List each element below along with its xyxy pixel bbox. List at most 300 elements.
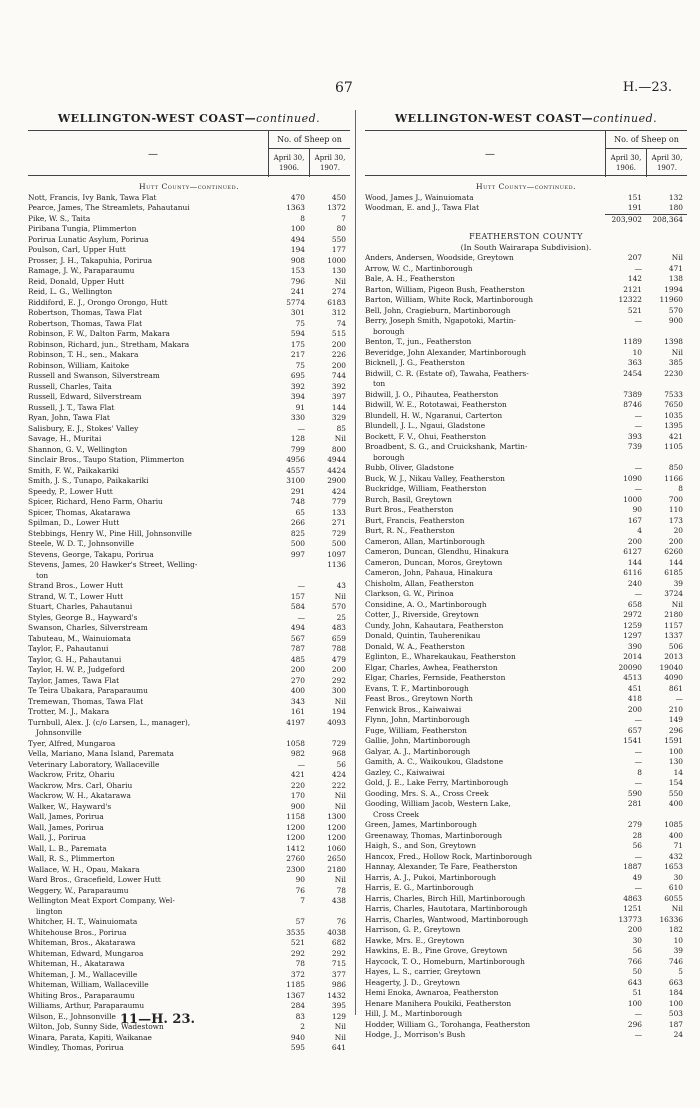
owner-name: Taylor, G. H., Pahautanui xyxy=(28,654,122,664)
table-row xyxy=(28,970,350,981)
table-row xyxy=(365,495,687,506)
table-row xyxy=(28,854,350,865)
sheep-1906: — xyxy=(634,484,642,493)
owner-name: Blundell, H. W., Ngaranui, Carterton xyxy=(365,410,503,420)
owner-name: Cameron, Duncan, Moros, Greytown xyxy=(365,557,503,567)
sheep-1906: 8 xyxy=(300,213,305,223)
sheep-1907: 861 xyxy=(668,683,683,693)
sheep-1906: 78 xyxy=(295,959,305,968)
table-row xyxy=(28,949,350,960)
sheep-1907: 2180 xyxy=(327,864,346,874)
owner-name: Johnsonville xyxy=(36,728,82,737)
table-row xyxy=(365,516,687,527)
sheep-1906: 567 xyxy=(290,633,305,643)
owner-name: Reid, L. G., Wellington xyxy=(28,287,113,296)
owner-name: Salisbury, E. J., Stokes' Valley xyxy=(28,423,139,433)
sheep-1907: 71 xyxy=(673,841,683,850)
table-row xyxy=(28,833,350,844)
owner-name: Robinson, Richard, jun., Stretham, Makara xyxy=(28,339,190,349)
table-row xyxy=(28,266,350,277)
sheep-1906: 2300 xyxy=(286,864,305,874)
owner-name: Heagerty, J. D., Greytown xyxy=(365,977,461,987)
table-row xyxy=(28,739,350,750)
sheep-1906: 291 xyxy=(290,486,305,496)
table-row xyxy=(28,802,350,813)
sheep-1907: 1105 xyxy=(664,442,683,451)
table-row xyxy=(28,455,350,466)
table-row xyxy=(365,631,687,642)
sheep-1906: 142 xyxy=(627,274,642,283)
table-row xyxy=(28,550,350,561)
sheep-1907: 900 xyxy=(668,316,683,325)
owner-name: Taylor, F., Pahautanui xyxy=(28,644,109,653)
table-row xyxy=(365,193,687,204)
table-row xyxy=(365,306,687,317)
table-row xyxy=(28,371,350,382)
sheep-1907 xyxy=(309,728,350,739)
sheep-1906: 900 xyxy=(290,801,305,811)
sheep-1906: 175 xyxy=(290,339,305,349)
sheep-1906: 57 xyxy=(295,917,305,926)
owner-name: Turnbull, Alex. J. (c/o Larsen, L., manager), xyxy=(28,717,191,727)
total-1907: 208,364 xyxy=(646,214,687,225)
owner-name: Whitehouse Bros., Porirua xyxy=(28,927,127,937)
owner-name: Ward Bros., Gracefield, Lower Hutt xyxy=(28,875,161,884)
table-row xyxy=(28,875,350,886)
sheep-1906: 1158 xyxy=(286,812,305,821)
owner-name: Whiting Bros., Paraparaumu xyxy=(28,990,135,1000)
sheep-1907: 424 xyxy=(331,770,346,779)
featherston-county-title: FEATHERSTON COUNTY xyxy=(469,232,583,241)
table-row xyxy=(365,799,687,810)
county-subheading: Hutt County—continued. xyxy=(475,182,576,191)
table-row xyxy=(365,526,687,537)
owner-name: Arrow, W. C., Martinborough xyxy=(365,263,473,273)
owner-name: Fuge, William, Featherston xyxy=(365,725,467,735)
owner-name: Pearce, James, The Streamlets, Pahautanui xyxy=(28,203,190,212)
sheep-1907: 641 xyxy=(331,1043,346,1052)
owner-name: Steele, W. D. T., Johnsonville xyxy=(28,539,135,548)
sheep-1907: 292 xyxy=(331,675,346,685)
sheep-1906: 144 xyxy=(627,557,642,567)
sheep-1907: 2900 xyxy=(327,476,346,485)
owner-name: Whiteman, Edward, Mungaroa xyxy=(28,948,144,958)
owner-name: Tremewan, Thomas, Tawa Flat xyxy=(28,696,144,706)
sheep-1907: 432 xyxy=(668,851,683,861)
sheep-1907: 194 xyxy=(331,707,346,716)
owner-name: Spicer, Richard, Heno Farm, Ohariu xyxy=(28,497,163,506)
sheep-1906: 76 xyxy=(295,885,305,895)
sheep-1906: — xyxy=(634,851,642,861)
sheep-1907: 968 xyxy=(331,749,346,758)
sheep-1907: 850 xyxy=(668,463,683,472)
sheep-1907: 329 xyxy=(331,413,346,422)
sheep-1906: 292 xyxy=(290,948,305,958)
owner-name: Clarkson, G. W., Pirinoa xyxy=(365,589,454,598)
sheep-1906: 2014 xyxy=(623,652,642,661)
owner-name: Bubb, Oliver, Gladstone xyxy=(365,463,454,472)
sheep-1907: 471 xyxy=(668,263,683,273)
table-row xyxy=(28,235,350,246)
owner-name: Ramage, J. W., Paraparaumu xyxy=(28,266,135,275)
sheep-1906: 1541 xyxy=(623,736,642,745)
owner-name: Hodder, William G., Torohanga, Featherston xyxy=(365,1019,531,1029)
table-row xyxy=(365,999,687,1010)
table-row xyxy=(365,925,687,936)
table-row xyxy=(28,980,350,991)
sheep-1906: — xyxy=(634,1009,642,1018)
owner-name: Tabuteau, M., Wainuiomata xyxy=(28,633,131,643)
sheep-1907: 300 xyxy=(331,686,346,695)
table-row xyxy=(365,862,687,873)
sheep-1907: 1166 xyxy=(664,473,683,483)
sheep-1907: 4944 xyxy=(327,455,346,464)
year-1907-header: April 30, 1907. xyxy=(646,149,687,177)
table-row xyxy=(365,810,687,821)
total-1906: 203,902 xyxy=(605,214,646,225)
sheep-1907: 271 xyxy=(331,518,346,527)
owner-name: Broadbent, S. G., and Cruickshank, Martin- xyxy=(365,442,528,451)
table-row xyxy=(365,369,687,380)
owner-name: Wood, James J., Wainuiomata xyxy=(365,192,474,202)
sheep-1906: 161 xyxy=(290,707,305,716)
table-row xyxy=(365,904,687,915)
sheep-1907: 500 xyxy=(331,539,346,548)
owner-name: Wellington Meat Export Company, Wel- xyxy=(28,896,175,905)
owner-name: Cundy, John, Kahautara, Featherston xyxy=(365,620,504,630)
table-row xyxy=(365,285,687,296)
sheep-1907: 1097 xyxy=(327,549,346,559)
sheep-1906: 56 xyxy=(632,946,642,955)
sheep-1907: 154 xyxy=(668,778,683,787)
owner-name: Beveridge, John Alexander, Martinborough xyxy=(365,347,527,357)
owner-name: Cameron, Allan, Martinborough xyxy=(365,536,485,546)
table-row xyxy=(28,434,350,445)
sheep-1907: 130 xyxy=(331,266,346,275)
sheep-1907: 1300 xyxy=(327,812,346,821)
table-row xyxy=(28,844,350,855)
owner-name: Bale, A. H., Featherston xyxy=(365,274,455,283)
table-row xyxy=(365,789,687,800)
table-row xyxy=(28,823,350,834)
owner-name: Tyer, Alfred, Mungaroa xyxy=(28,738,116,748)
sheep-1907: 100 xyxy=(668,746,683,756)
sheep-1906: 372 xyxy=(290,969,305,979)
owner-name: Robertson, Thomas, Tawa Flat xyxy=(28,318,143,328)
sheep-1907: 6260 xyxy=(664,547,683,556)
right-column xyxy=(365,110,687,1041)
owner-name: Taylor, James, Tawa Flat xyxy=(28,675,120,685)
sheep-1907: 39 xyxy=(673,946,683,955)
sheep-1906: 281 xyxy=(627,799,642,808)
table-row xyxy=(28,907,350,918)
sheep-1907: 421 xyxy=(668,431,683,441)
sheep-1906: — xyxy=(297,423,305,433)
table-row xyxy=(28,350,350,361)
sheep-1906: 594 xyxy=(290,329,305,338)
name-column-header: — xyxy=(485,149,495,160)
sheep-1906: 3100 xyxy=(286,476,305,485)
sheep-1907: 729 xyxy=(331,528,346,538)
sheep-1906: — xyxy=(634,1030,642,1039)
sheep-1907: 450 xyxy=(331,192,346,202)
sheep-1907: Nil xyxy=(671,904,683,913)
sheep-1906: 200 xyxy=(627,925,642,934)
table-row xyxy=(28,466,350,477)
sheep-1906: 1000 xyxy=(623,494,642,504)
sheep-1906: 220 xyxy=(290,780,305,790)
owner-name: Robertson, Thomas, Tawa Flat xyxy=(28,308,143,317)
table-row xyxy=(28,319,350,330)
sheep-1906: 1412 xyxy=(286,843,305,853)
table-row xyxy=(365,295,687,306)
owner-name: Russell, Edward, Silverstream xyxy=(28,392,142,401)
sheep-1907: 715 xyxy=(331,959,346,968)
sheep-1906: 400 xyxy=(290,686,305,695)
sheep-1907: 4090 xyxy=(664,673,683,682)
sheep-1906: 13773 xyxy=(618,914,642,924)
sheep-1906: 2121 xyxy=(623,284,642,294)
owner-name: Burt Bros., Featherston xyxy=(365,505,454,514)
table-row xyxy=(365,883,687,894)
owner-name: Elgar, Charles, Fernside, Featherston xyxy=(365,673,506,682)
sheep-1907: 515 xyxy=(331,329,346,338)
owner-name: Wall, R. S., Plimmerton xyxy=(28,854,115,863)
table-row xyxy=(28,928,350,939)
owner-name: Considine, A. O., Martinborough xyxy=(365,599,487,609)
sheep-1906: 3535 xyxy=(286,927,305,937)
sheep-1906: 394 xyxy=(290,392,305,401)
sheep-1906: 500 xyxy=(290,539,305,548)
table-row xyxy=(365,915,687,926)
sheep-1907: 6055 xyxy=(664,893,683,903)
sheep-1907: 312 xyxy=(331,308,346,317)
sheep-1907: 5 xyxy=(678,967,683,976)
table-row xyxy=(365,600,687,611)
sheep-1906: 2454 xyxy=(623,368,642,378)
sheep-1907: 25 xyxy=(336,612,346,622)
owner-name: Hill, J. M., Martinborough xyxy=(365,1009,462,1018)
table-row xyxy=(365,1009,687,1020)
owner-name: ton xyxy=(373,379,386,388)
owner-name: Williams, Arthur, Paraparaumu xyxy=(28,1001,145,1010)
sheep-1907: 292 xyxy=(331,948,346,958)
owner-name: Harris, Charles, Wantwood, Martinborough xyxy=(365,914,529,924)
owner-name: Berry, Joseph Smith, Ngapotoki, Martin- xyxy=(365,316,516,325)
table-row xyxy=(365,379,687,390)
owner-name: Gooding, William Jacob, Western Lake, xyxy=(365,799,511,808)
sheep-1906: 56 xyxy=(632,841,642,850)
owner-name: Sinclair Bros., Taupo Station, Plimmerton xyxy=(28,455,185,464)
table-row xyxy=(28,896,350,907)
sheep-1906: 20090 xyxy=(618,662,642,672)
table-row xyxy=(28,1033,350,1044)
sheep-1906: 363 xyxy=(627,358,642,367)
sheep-1907: 570 xyxy=(331,602,346,611)
sheep-1906: 825 xyxy=(290,528,305,538)
section-title: WELLINGTON-WEST COAST—continued. xyxy=(57,112,321,125)
table-row xyxy=(365,778,687,789)
owner-name: Harris, A. J., Pukoi, Martinborough xyxy=(365,872,496,882)
sheep-1907: 144 xyxy=(668,557,683,567)
table-row xyxy=(28,224,350,235)
sheep-1906: 997 xyxy=(290,549,305,559)
table-row xyxy=(28,277,350,288)
owner-name: Stevens, James, 20 Hawker's Street, Welling- xyxy=(28,560,198,569)
owner-name: Green, James, Martinborough xyxy=(365,820,477,829)
sheep-1907: Nil xyxy=(334,434,346,443)
sheep-1907: 39 xyxy=(673,578,683,588)
sheep-1907: 130 xyxy=(668,757,683,766)
owner-name: Flynn, John, Martinborough xyxy=(365,715,470,724)
table-row xyxy=(365,894,687,905)
table-row xyxy=(28,256,350,267)
sheep-1906: 584 xyxy=(290,602,305,611)
owner-name: Wallace, W. H., Opau, Makara xyxy=(28,864,140,874)
sheep-1906: 521 xyxy=(627,305,642,315)
table-row xyxy=(28,287,350,298)
sheep-1907: 483 xyxy=(331,623,346,632)
table-row xyxy=(365,537,687,548)
sheep-1906 xyxy=(268,560,309,571)
sheep-1907: 180 xyxy=(668,203,683,212)
sheep-1906: 470 xyxy=(290,192,305,202)
sheep-1907: 1372 xyxy=(327,203,346,212)
sheep-1906: 151 xyxy=(627,192,642,202)
owner-name: Gamith, A. C., Waikoukou, Gladstone xyxy=(365,757,504,766)
sheep-1907: 1200 xyxy=(327,822,346,832)
owner-name: Donald, W. A., Featherston xyxy=(365,641,465,651)
sheep-1906: 1189 xyxy=(623,337,642,346)
sheep-1906: 4 xyxy=(637,526,642,535)
owner-name: Hannay, Alexander, Te Fare, Featherston xyxy=(365,862,518,871)
table-row xyxy=(365,505,687,516)
table-header xyxy=(365,130,687,176)
sheep-1907: 1085 xyxy=(664,820,683,829)
sheep-1907: 788 xyxy=(331,644,346,653)
sheep-1907: 503 xyxy=(668,1009,683,1018)
table-row xyxy=(365,421,687,432)
sheep-1907: 397 xyxy=(331,392,346,401)
sheep-1906: — xyxy=(634,410,642,420)
sheep-1906: — xyxy=(634,316,642,325)
table-row xyxy=(28,340,350,351)
owner-name: Russell and Swanson, Silverstream xyxy=(28,371,160,380)
sheep-1907: 7650 xyxy=(664,400,683,409)
table-row xyxy=(365,316,687,327)
sheep-1907: 659 xyxy=(331,633,346,643)
sheep-1906: 4557 xyxy=(286,465,305,475)
left-column xyxy=(28,110,350,1054)
sheep-1906: 240 xyxy=(627,578,642,588)
name-column-header: — xyxy=(148,149,158,160)
table-row xyxy=(365,547,687,558)
sheep-1906: 421 xyxy=(290,770,305,779)
owner-name: Wall, James, Porirua xyxy=(28,822,104,832)
sheep-1906: — xyxy=(297,759,305,769)
sheep-1906: — xyxy=(634,757,642,766)
owner-name: Burt, Francis, Featherston xyxy=(365,515,465,525)
sheep-1907: 506 xyxy=(668,641,683,651)
sheep-1907: 4093 xyxy=(327,717,346,727)
table-row xyxy=(365,610,687,621)
owner-name: Bockett, F. V., Ohui, Featherston xyxy=(365,431,487,441)
sheep-1906: — xyxy=(634,715,642,724)
table-row xyxy=(28,781,350,792)
sheep-1906: 200 xyxy=(290,665,305,674)
sheep-1906: 4513 xyxy=(623,673,642,682)
sheep-1907: 210 xyxy=(668,704,683,714)
left-table-body xyxy=(28,182,350,1054)
sheep-1906: 1058 xyxy=(286,738,305,748)
owner-name: Wall, James, Porirua xyxy=(28,812,104,821)
county-total-row xyxy=(365,214,687,225)
sheep-1906: — xyxy=(634,746,642,756)
sheep-1906: 153 xyxy=(290,266,305,275)
year-1907-header: April 30, 1907. xyxy=(309,149,350,177)
table-row xyxy=(28,938,350,949)
owner-name: Eglinton, E., Wharekaukau, Featherston xyxy=(365,652,516,661)
sheep-1906: 51 xyxy=(632,988,642,997)
sheep-1907: Nil xyxy=(334,875,346,884)
sheep-1906: 1185 xyxy=(286,980,305,989)
sheep-1907: 3724 xyxy=(664,589,683,598)
sheep-1907: 10 xyxy=(673,935,683,945)
sheep-1906: 2972 xyxy=(623,610,642,619)
owner-name: Feast Bros., Greytown North xyxy=(365,694,473,703)
table-row xyxy=(28,413,350,424)
owner-name: Savage, H., Muritai xyxy=(28,434,102,443)
table-row xyxy=(28,592,350,603)
table-row xyxy=(365,736,687,747)
sheep-1907: 296 xyxy=(668,725,683,735)
table-row xyxy=(365,642,687,653)
table-row xyxy=(365,432,687,443)
owner-name: Winara, Parata, Kapiti, Waikanae xyxy=(28,1032,152,1042)
table-row xyxy=(365,673,687,684)
owner-name: Harrison, G. P., Greytown xyxy=(365,925,461,934)
owner-name: Pike, W. S., Taita xyxy=(28,213,91,223)
table-row xyxy=(28,718,350,729)
sheep-1906: 28 xyxy=(632,830,642,840)
table-row xyxy=(28,812,350,823)
sheep-1906: — xyxy=(634,778,642,787)
sheep-1907: 222 xyxy=(331,780,346,790)
owner-name: Whiteman, J. M., Wallaceville xyxy=(28,969,138,979)
sheep-1906: 1200 xyxy=(286,833,305,842)
table-row xyxy=(28,602,350,613)
owner-name: Whiteman, Bros., Akatarawa xyxy=(28,938,136,947)
table-row xyxy=(365,757,687,768)
owner-name: Wackrow, Fritz, Ohariu xyxy=(28,770,115,779)
owner-name: Cameron, John, Pahaua, Hinakura xyxy=(365,568,493,577)
sheep-1907: 550 xyxy=(668,788,683,798)
table-row xyxy=(28,770,350,781)
sheep-1906: 940 xyxy=(290,1032,305,1042)
sheep-1906: 170 xyxy=(290,791,305,800)
sheep-1906: 766 xyxy=(627,956,642,966)
table-row xyxy=(28,655,350,666)
sheep-1906: 90 xyxy=(295,875,305,884)
sheep-1906: 1259 xyxy=(623,620,642,630)
sheep-1907: 11960 xyxy=(659,295,683,304)
sheep-1907: 700 xyxy=(668,494,683,504)
table-row xyxy=(28,529,350,540)
sheep-1906: — xyxy=(634,463,642,472)
owner-name: Spilman, D., Lower Hutt xyxy=(28,518,120,527)
owner-name: Swanson, Charles, Silverstream xyxy=(28,623,148,632)
owner-name: Buck, W. J., Nikau Valley, Featherston xyxy=(365,473,505,483)
